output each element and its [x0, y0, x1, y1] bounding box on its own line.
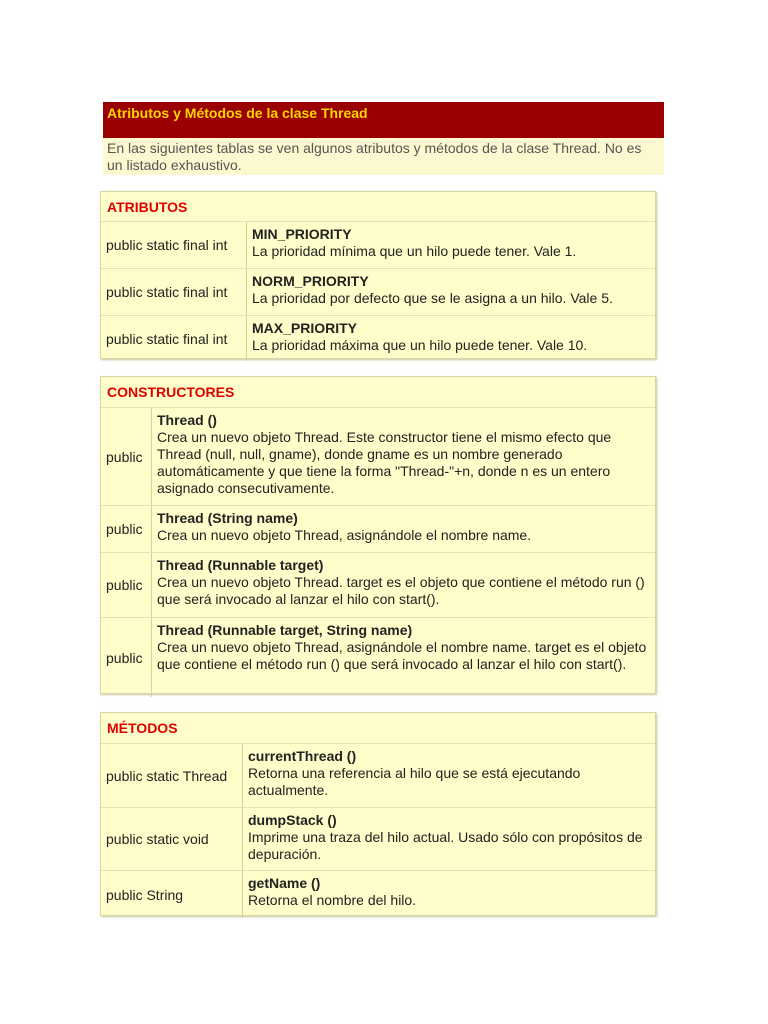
member-description: Retorna una referencia al hilo que se está ejecutando actualmente. [248, 765, 581, 798]
member-description: Imprime una traza del hilo actual. Usado sólo con propósitos de depuración. [248, 829, 643, 862]
member-cell [243, 808, 655, 870]
member-cell [243, 744, 655, 807]
table-row [101, 316, 655, 361]
modifier-cell: public [101, 408, 152, 505]
member-name: getName () [248, 875, 321, 891]
table-row [101, 808, 655, 871]
member-description: Retorna el nombre del hilo. [248, 892, 417, 908]
table-row [101, 744, 655, 808]
member-cell [247, 316, 655, 361]
member-name: Thread (String name) [157, 510, 298, 526]
member-cell [243, 871, 655, 918]
modifier-cell: public [101, 506, 152, 552]
table-row [101, 871, 655, 918]
page-title: Atributos y Métodos de la clase Thread [107, 105, 368, 121]
member-description: La prioridad mínima que un hilo puede tener. Vale 1. [252, 243, 577, 259]
modifier-cell: public [101, 618, 152, 697]
constructores-title: CONSTRUCTORES [101, 377, 655, 408]
table-row [101, 506, 655, 553]
member-cell [247, 269, 655, 315]
atributos-title: ATRIBUTOS [101, 192, 655, 222]
member-name: MAX_PRIORITY [252, 320, 358, 336]
member-name: MIN_PRIORITY [252, 226, 352, 242]
member-name: currentThread () [248, 748, 357, 764]
section-header-bar [103, 102, 664, 138]
member-description: Crea un nuevo objeto Thread. Este constructor tiene el mismo efecto que Thread (null, null, gname), donde gname es un nombre generado automáticamente y que tiene la forma "Thread-"+n, donde n es un entero asignado consecutivamente. [157, 429, 612, 496]
table-row [101, 618, 655, 697]
table-row [101, 222, 655, 269]
member-name: Thread () [157, 412, 217, 428]
modifier-cell: public static final int [101, 269, 247, 315]
table-row [101, 408, 655, 506]
member-description: La prioridad por defecto que se le asigna a un hilo. Vale 5. [252, 290, 613, 306]
member-cell [152, 408, 655, 505]
member-name: dumpStack () [248, 812, 337, 828]
modifier-cell: public static final int [101, 316, 247, 361]
modifier-cell: public static Thread [101, 744, 243, 807]
table-row [101, 553, 655, 618]
member-cell [152, 553, 655, 617]
member-cell [152, 506, 655, 552]
constructores-table [100, 376, 656, 694]
modifier-cell: public static void [101, 808, 243, 870]
atributos-table [100, 191, 656, 359]
metodos-table [100, 712, 656, 916]
table-row [101, 269, 655, 316]
modifier-cell: public static final int [101, 222, 247, 268]
metodos-title: MÉTODOS [101, 713, 655, 744]
member-description: Crea un nuevo objeto Thread, asignándole el nombre name. [157, 527, 532, 543]
member-description: Crea un nuevo objeto Thread, asignándole el nombre name. target es el objeto que contiene el método run () que será invocado al lanzar el hilo con start(). [157, 639, 647, 672]
member-cell [152, 618, 655, 697]
member-name: NORM_PRIORITY [252, 273, 369, 289]
member-description: La prioridad máxima que un hilo puede tener. Vale 10. [252, 337, 588, 353]
member-cell [247, 222, 655, 268]
intro-text: En las siguientes tablas se ven algunos atributos y métodos de la clase Thread. No es un listado exhaustivo. [103, 138, 664, 175]
member-description: Crea un nuevo objeto Thread. target es el objeto que contiene el método run () que será invocado al lanzar el hilo con start(). [157, 574, 645, 607]
member-name: Thread (Runnable target) [157, 557, 324, 573]
modifier-cell: public String [101, 871, 243, 918]
modifier-cell: public [101, 553, 152, 617]
member-name: Thread (Runnable target, String name) [157, 622, 413, 638]
